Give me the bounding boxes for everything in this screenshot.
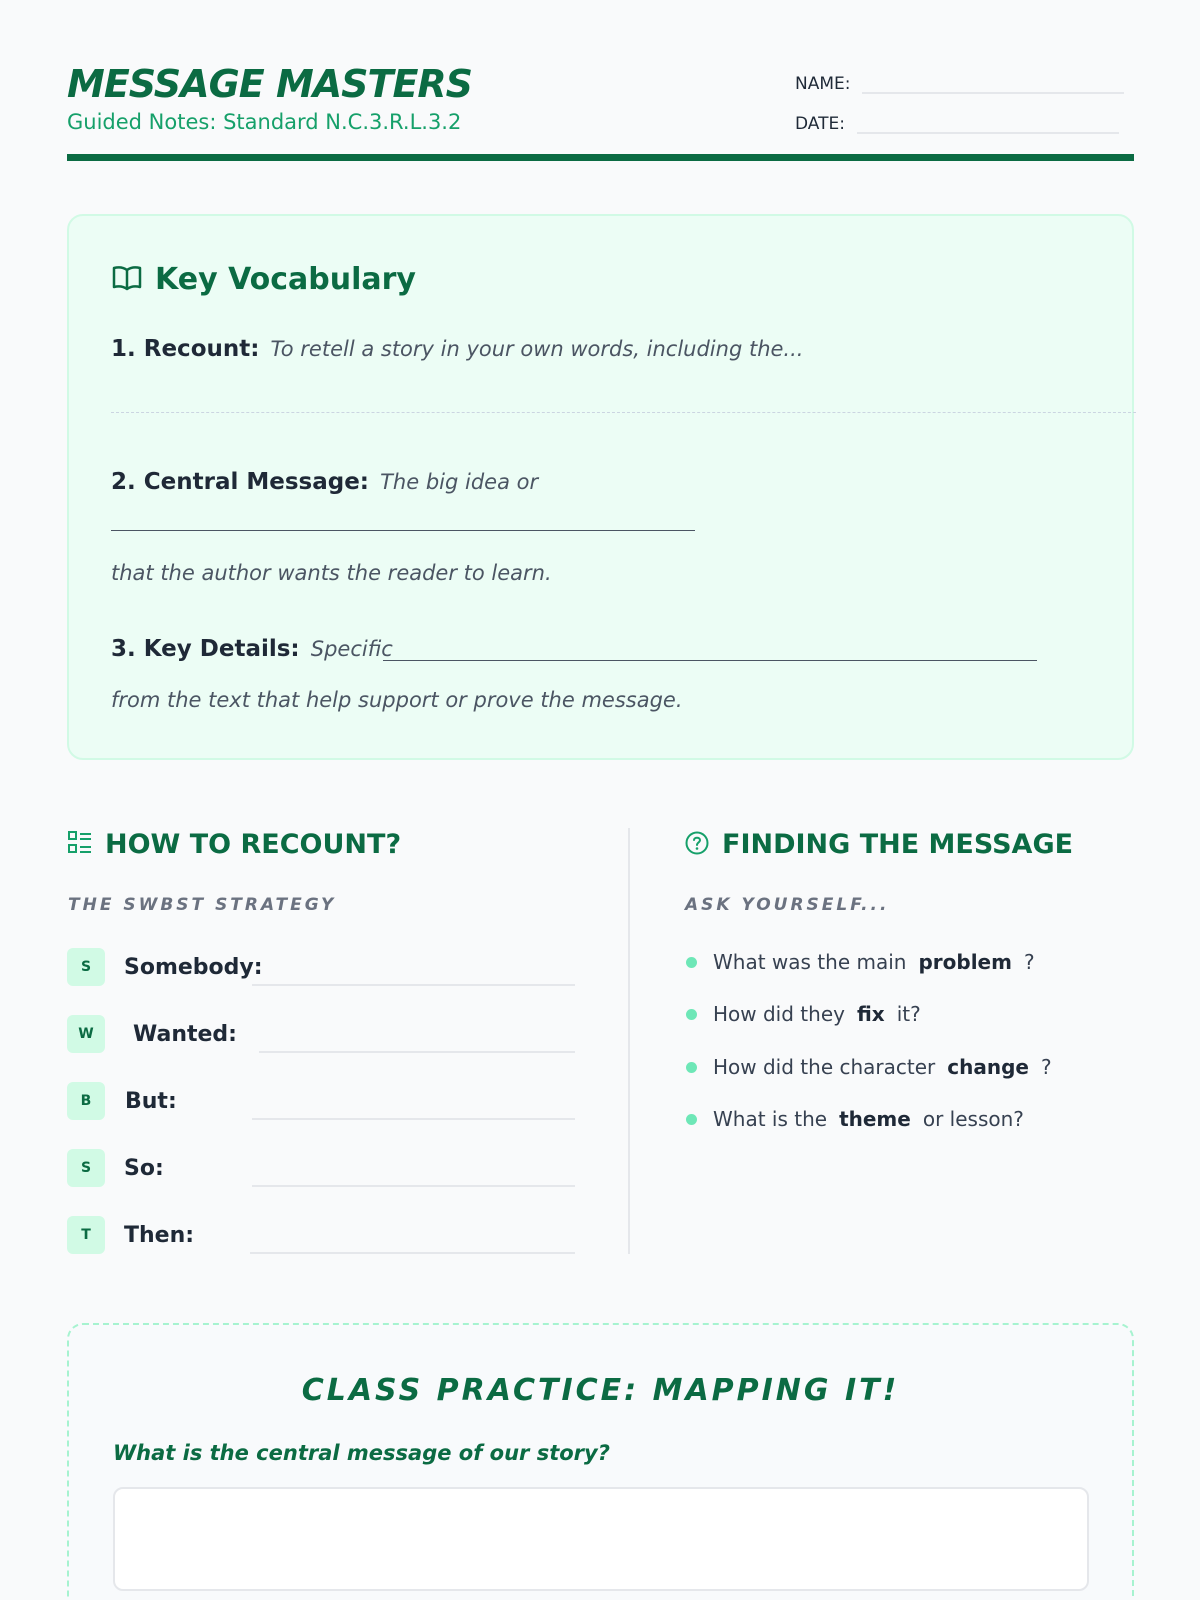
swbst-row-then	[67, 1216, 575, 1256]
page-title: MESSAGE MASTERS	[67, 62, 473, 106]
swbst-word: Somebody:	[124, 955, 263, 980]
letter-badge: W	[67, 1015, 105, 1053]
swbst-answer-line[interactable]	[259, 1051, 575, 1053]
question-text: What was the main	[713, 950, 907, 974]
vocab-term: 1. Recount:	[111, 336, 260, 362]
letter-badge: T	[67, 1216, 105, 1254]
vocab-continuation: that the author wants the reader to learn.	[111, 561, 552, 585]
bullet-dot	[686, 957, 697, 968]
book-open-icon	[111, 264, 143, 296]
name-field	[795, 72, 1124, 94]
letter-badge: S	[67, 1149, 105, 1187]
question-keyword: fix	[856, 1002, 885, 1026]
swbst-row-somebody	[67, 948, 575, 988]
swbst-row-wanted	[67, 1015, 575, 1055]
header-divider	[67, 154, 1134, 161]
column-divider	[628, 828, 630, 1254]
message-title: FINDING THE MESSAGE	[722, 829, 1074, 860]
vocab-definition: Specific	[310, 637, 393, 661]
swbst-answer-line[interactable]	[250, 1252, 575, 1254]
central-message-blank[interactable]	[111, 530, 695, 531]
recount-write-line[interactable]	[111, 412, 1136, 413]
swbst-answer-line[interactable]	[252, 1118, 575, 1120]
bullet-dot	[686, 1114, 697, 1125]
practice-question: What is the central message of our story?	[113, 1441, 610, 1465]
question-text: How did the character	[713, 1055, 936, 1079]
list-icon	[67, 830, 93, 860]
swbst-answer-line[interactable]	[252, 1185, 575, 1187]
vocab-term: 2. Central Message:	[111, 469, 369, 495]
vocab-definition: To retell a story in your own words, including the...	[270, 337, 804, 361]
letter-badge: B	[67, 1082, 105, 1120]
message-heading	[684, 829, 1073, 860]
vocab-item-central-message	[111, 469, 538, 495]
name-label: NAME:	[795, 74, 851, 94]
recount-title: HOW TO RECOUNT?	[105, 829, 402, 860]
question-text: What is the	[713, 1107, 828, 1131]
vocab-heading	[111, 262, 416, 297]
vocab-title: Key Vocabulary	[155, 262, 416, 297]
question-item	[686, 1002, 921, 1026]
swbst-answer-line[interactable]	[252, 984, 575, 986]
key-details-blank[interactable]	[383, 660, 1037, 661]
date-field	[795, 112, 1119, 134]
date-label: DATE:	[795, 114, 845, 134]
question-item	[686, 950, 1035, 974]
swbst-word: But:	[125, 1089, 177, 1114]
vocab-term: 3. Key Details:	[111, 636, 300, 662]
vocab-continuation: from the text that help support or prove the message.	[111, 688, 683, 712]
vocab-card	[67, 214, 1134, 760]
practice-answer-box[interactable]	[113, 1487, 1089, 1591]
name-input-line[interactable]	[862, 72, 1124, 94]
vocab-item-recount	[111, 336, 803, 362]
practice-title: CLASS PRACTICE: MAPPING IT!	[301, 1373, 900, 1408]
question-text: it?	[896, 1002, 921, 1026]
question-text: How did they	[713, 1002, 845, 1026]
question-keyword: problem	[918, 950, 1012, 974]
swbst-row-but	[67, 1082, 575, 1122]
question-item	[686, 1107, 1024, 1131]
swbst-word: Wanted:	[133, 1022, 237, 1047]
swbst-word: Then:	[124, 1223, 195, 1248]
vocab-definition: The big idea or	[380, 470, 539, 494]
vocab-item-key-details	[111, 636, 393, 662]
message-kicker: ASK YOURSELF...	[685, 895, 890, 915]
question-text: or lesson?	[922, 1107, 1024, 1131]
bullet-dot	[686, 1062, 697, 1073]
recount-kicker: THE SWBST STRATEGY	[68, 895, 337, 915]
practice-card	[67, 1323, 1134, 1600]
page-subtitle: Guided Notes: Standard N.C.3.R.L.3.2	[67, 110, 462, 134]
question-item	[686, 1055, 1052, 1079]
question-text: ?	[1023, 950, 1035, 974]
question-circle-icon	[684, 830, 710, 860]
recount-heading	[67, 829, 401, 860]
letter-badge: S	[67, 948, 105, 986]
question-keyword: theme	[839, 1107, 911, 1131]
swbst-word: So:	[124, 1156, 164, 1181]
question-text: ?	[1040, 1055, 1052, 1079]
date-input-line[interactable]	[857, 112, 1119, 134]
swbst-row-so	[67, 1149, 575, 1189]
question-keyword: change	[947, 1055, 1029, 1079]
bullet-dot	[686, 1009, 697, 1020]
